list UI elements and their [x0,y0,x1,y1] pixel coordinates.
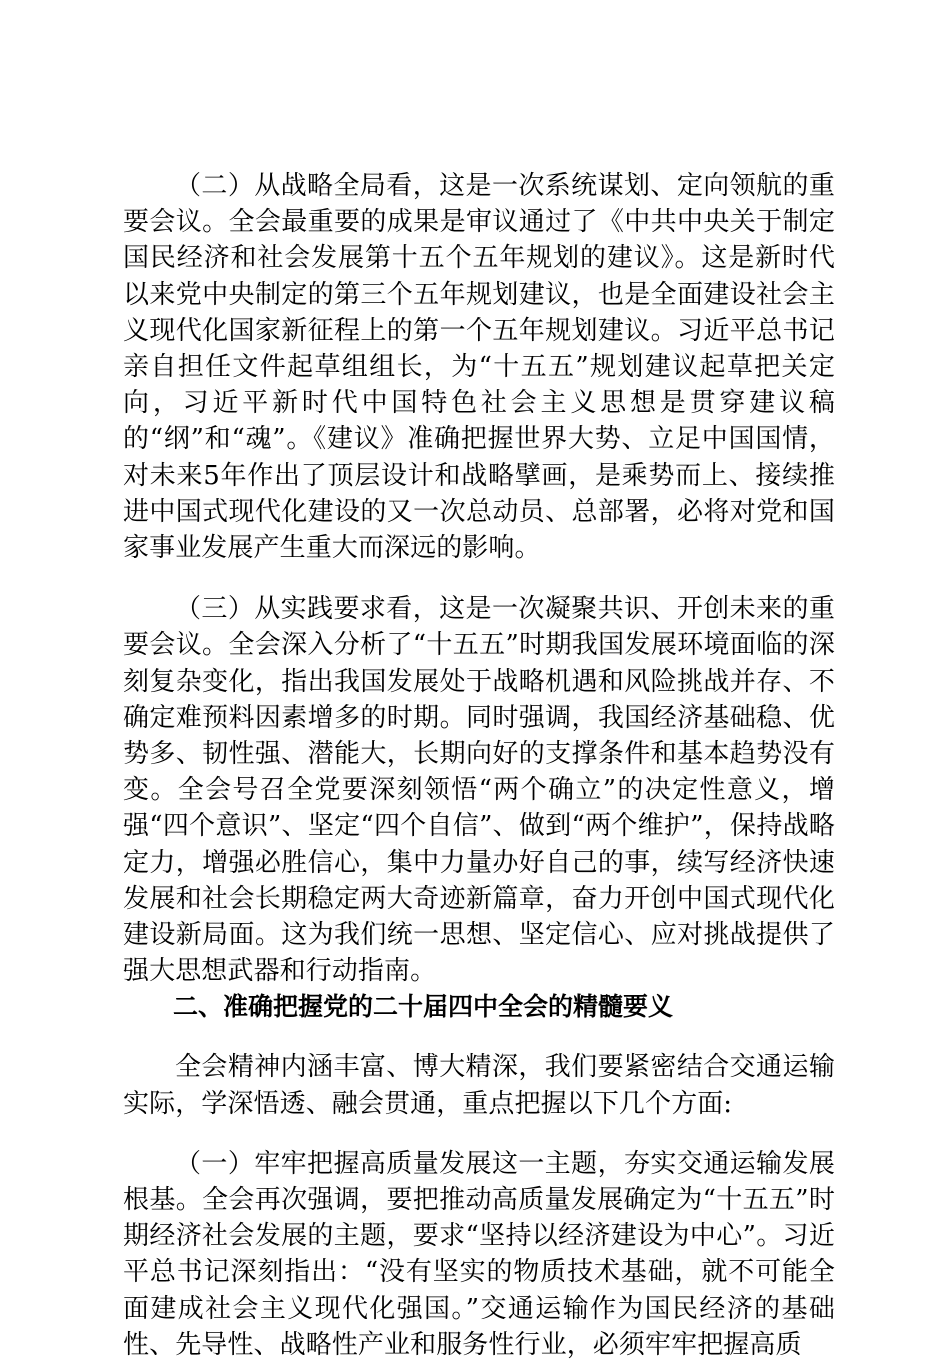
paragraph-high-quality-development: （一）牢牢把握高质量发展这一主题，夯实交通运输发展根基。全会再次强调，要把推动高质量发展确定为“十五五”时期经济社会发展的主题，要求“坚持以经济建设为中心”。习近平总书记深刻指出：“没有坚实的物质技术基础，就不可能全面建成社会主义现代化强国。”交通运输作为国民经济的基础性、先导性、战略性产业和服务性行业，必须牢牢把握高质 [123,1148,835,1360]
paragraph-strategic-overview: （二）从战略全局看，这是一次系统谋划、定向领航的重要会议。全会最重要的成果是审议通过了《中共中央关于制定国民经济和社会发展第十五个五年规划的建议》。这是新时代以来党中央制定的第三个五年规划建议，也是全面建设社会主义现代化国家新征程上的第一个五年规划建议。习近平总书记亲自担任文件起草组组长，为“十五五”规划建议起草把关定向，习近平新时代中国特色社会主义思想是贯穿建议稿的“纲”和“魂”。《建议》准确把握世界大势、立足中国国情，对未来5年作出了顶层设计和战略擘画，是乘势而上、接续推进中国式现代化建设的又一次总动员、总部署，必将对党和国家事业发展产生重大而深远的影响。 [123,171,835,564]
paragraph-practical-requirements: （三）从实践要求看，这是一次凝聚共识、开创未来的重要会议。全会深入分析了“十五五”时期我国发展环境面临的深刻复杂变化，指出我国发展处于战略机遇和风险挑战并存、不确定难预料因素增多的时期。同时强调，我国经济基础稳、优势多、韧性强、潜能大，长期向好的支撑条件和基本趋势没有变。全会号召全党要深刻领悟“两个确立”的决定性意义，增强“四个意识”、坚定“四个自信”、做到“两个维护”，保持战略定力，增强必胜信心，集中力量办好自己的事，续写经济快速发展和社会长期稳定两大奇迹新篇章，奋力开创中国式现代化建设新局面。这为我们统一思想、坚定信心、应对挑战提供了强大思想武器和行动指南。 [123,594,835,987]
document-body [123,168,835,1363]
paragraph-section-intro: 全会精神内涵丰富、博大精深，我们要紧密结合交通运输实际，学深悟透、融会贯通，重点把握以下几个方面: [123,1052,835,1119]
section-heading: 二、准确把握党的二十届四中全会的精髓要义 [173,992,674,1022]
